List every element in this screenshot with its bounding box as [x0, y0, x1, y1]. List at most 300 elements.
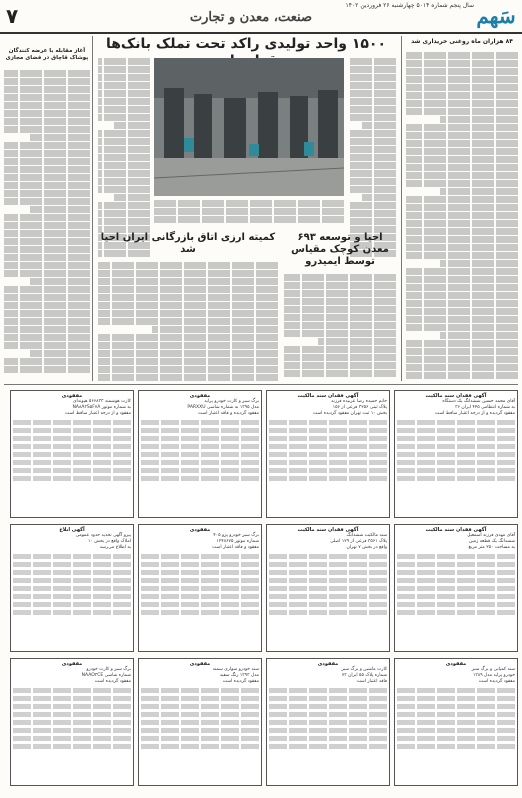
text-line — [141, 436, 259, 441]
text-line — [30, 134, 90, 141]
text-line — [348, 82, 396, 89]
text-line — [98, 58, 150, 65]
text-line — [269, 570, 387, 575]
notice-box — [10, 390, 134, 518]
text-line — [269, 586, 387, 591]
text-line — [269, 452, 387, 457]
main-article-column-2 — [348, 58, 396, 258]
main-article-column-3 — [154, 200, 344, 230]
text-line — [141, 452, 259, 457]
text-line — [397, 468, 515, 473]
text-line — [4, 174, 90, 181]
text-line — [397, 744, 515, 749]
text-line — [4, 310, 90, 317]
text-line — [440, 260, 518, 267]
notice-body: برگ سبز و کارت خودرو شماره شاسی NAAO۳CE مفقود گردیده است — [81, 667, 131, 684]
text-line — [98, 98, 150, 105]
text-line — [348, 186, 396, 193]
notice-title: مفقودی — [61, 661, 83, 667]
text-line — [406, 340, 518, 347]
text-line — [406, 372, 518, 379]
text-line — [269, 736, 387, 741]
text-line — [4, 142, 90, 149]
text-line — [406, 212, 518, 219]
text-line — [397, 452, 515, 457]
text-line — [13, 570, 131, 575]
text-line — [30, 206, 90, 213]
text-line — [284, 306, 396, 313]
notice-box — [394, 524, 518, 652]
notice-box — [138, 524, 262, 652]
text-line — [406, 268, 518, 275]
text-line — [4, 302, 90, 309]
text-line — [141, 468, 259, 473]
text-line — [348, 178, 396, 185]
text-line — [406, 204, 518, 211]
text-line — [284, 346, 396, 353]
text-line — [98, 342, 278, 349]
text-line — [269, 578, 387, 583]
notice-box — [138, 658, 262, 786]
text-line — [406, 124, 518, 131]
text-line — [397, 444, 515, 449]
notice-body: خانم حمیده رضا عربیده فرزند پلاک ثبتی ۳۲۵۶ فرعی از ۱۵۶ بخش ۱۰ ثبت تهران مفقود گردیده است — [312, 399, 387, 416]
text-line — [362, 194, 396, 201]
text-line — [30, 278, 90, 285]
text-line — [406, 148, 518, 155]
text-line — [406, 92, 518, 99]
text-line — [141, 420, 259, 425]
text-line — [397, 688, 515, 693]
text-line — [284, 362, 396, 369]
text-line — [141, 728, 259, 733]
text-line — [141, 460, 259, 465]
text-line — [98, 270, 278, 277]
text-line — [4, 230, 90, 237]
text-line — [4, 358, 90, 365]
text-line — [98, 262, 278, 269]
text-line — [13, 744, 131, 749]
text-line — [4, 150, 90, 157]
notice-body: سند کمپانی و برگ سبز خودرو پراید مدل ۱۳۸۹ مفقود گردیده است — [471, 667, 515, 684]
text-line — [397, 586, 515, 591]
text-line — [13, 428, 131, 433]
text-line — [269, 696, 387, 701]
text-line — [397, 436, 515, 441]
text-line — [141, 444, 259, 449]
text-line — [348, 202, 396, 209]
text-line — [362, 122, 396, 129]
text-line — [269, 444, 387, 449]
notice-title: آگهی ابلاغ — [59, 527, 85, 533]
text-line — [4, 190, 90, 197]
text-line — [348, 154, 396, 161]
text-line — [152, 326, 278, 333]
text-line — [4, 334, 90, 341]
text-line — [98, 350, 278, 357]
newspaper-logo: سَهم — [476, 4, 516, 28]
notice-body: کارت ماشین و برگ سبز شماره پلاک ۵۵ ایران ۷۳ فاقد اعتبار است — [341, 667, 387, 684]
text-line — [406, 76, 518, 83]
text-line — [397, 594, 515, 599]
text-line — [397, 712, 515, 717]
text-line — [4, 102, 90, 109]
notice-box — [138, 390, 262, 518]
text-line — [141, 476, 259, 481]
issue-info: سال پنجم شماره ۵۰۱۴ چهارشنبه ۲۶ فروردین ۱۴۰۲ — [345, 2, 474, 9]
text-line — [98, 146, 150, 153]
text-line — [141, 744, 259, 749]
text-line — [406, 236, 518, 243]
text-line — [98, 178, 150, 185]
notice-title: مفقودی — [189, 393, 211, 399]
text-line — [98, 114, 150, 121]
text-line — [13, 452, 131, 457]
text-line — [348, 170, 396, 177]
text-line — [98, 334, 278, 341]
text-line — [406, 140, 518, 147]
text-line — [269, 420, 387, 425]
chamber-article-text — [98, 262, 278, 382]
text-line — [4, 158, 90, 165]
text-line — [30, 350, 90, 357]
text-line — [13, 602, 131, 607]
text-line — [13, 696, 131, 701]
text-line — [269, 688, 387, 693]
text-line — [98, 130, 150, 137]
text-line — [98, 278, 278, 285]
text-line — [348, 98, 396, 105]
text-line — [269, 720, 387, 725]
text-line — [154, 216, 344, 223]
notice-body: آقای مهدی فرزند اسمعیل ششدانگ یک قطعه زمین به مساحت ۲۵۰ متر مربع — [467, 533, 515, 550]
text-line — [98, 358, 278, 365]
text-line — [284, 290, 396, 297]
text-line — [397, 602, 515, 607]
text-line — [13, 562, 131, 567]
text-line — [4, 254, 90, 261]
text-line — [406, 60, 518, 67]
text-line — [406, 292, 518, 299]
text-line — [13, 728, 131, 733]
text-line — [13, 712, 131, 717]
text-line — [397, 570, 515, 575]
text-line — [269, 744, 387, 749]
text-line — [4, 246, 90, 253]
text-line — [98, 210, 150, 217]
text-line — [406, 68, 518, 75]
text-line — [4, 110, 90, 117]
factory-illustration — [154, 58, 344, 196]
text-line — [269, 594, 387, 599]
text-line — [98, 170, 150, 177]
text-line — [98, 294, 278, 301]
text-line — [406, 284, 518, 291]
text-line — [98, 74, 150, 81]
text-line — [284, 298, 396, 305]
text-line — [406, 308, 518, 315]
text-line — [348, 90, 396, 97]
text-line — [406, 100, 518, 107]
notice-body: آقای محمد حسین ششدانگ یک دستگاه به شماره انتظامی ۴۴۵ ایران ۳۶ مفقود گردیده و از درجه اعتبار ساقط است — [434, 399, 515, 416]
text-line — [141, 594, 259, 599]
text-line — [4, 70, 90, 77]
notice-box — [266, 658, 390, 786]
text-line — [98, 318, 278, 325]
text-line — [4, 222, 90, 229]
text-line — [348, 66, 396, 73]
text-line — [141, 688, 259, 693]
text-line — [348, 162, 396, 169]
text-line — [98, 310, 278, 317]
text-line — [4, 366, 90, 373]
main-article-column-1 — [98, 58, 150, 258]
text-line — [141, 562, 259, 567]
text-line — [13, 610, 131, 615]
column-divider — [401, 36, 402, 381]
text-line — [269, 704, 387, 709]
text-line — [397, 554, 515, 559]
text-line — [13, 476, 131, 481]
right-column-text — [406, 52, 518, 382]
text-line — [4, 94, 90, 101]
left-column-text — [4, 70, 90, 375]
text-line — [284, 354, 396, 361]
text-line — [440, 332, 518, 339]
text-line — [406, 172, 518, 179]
text-line — [13, 436, 131, 441]
text-line — [141, 586, 259, 591]
text-line — [348, 210, 396, 217]
text-line — [13, 554, 131, 559]
text-line — [98, 366, 278, 373]
text-line — [13, 460, 131, 465]
text-line — [4, 262, 90, 269]
section-title: صنعت، معدن و تجارت — [189, 10, 312, 25]
text-line — [4, 238, 90, 245]
text-line — [269, 712, 387, 717]
notice-body: کارت هوشمند ۵۶۶۸۳۳ هیوندای به شماره موتور NA۸A۳S۵F۷A مفقود و از درجه اعتبار ساقط است — [64, 399, 131, 416]
text-line — [348, 130, 396, 137]
text-line — [4, 342, 90, 349]
text-line — [406, 244, 518, 251]
text-line — [98, 106, 150, 113]
text-line — [98, 138, 150, 145]
text-line — [269, 554, 387, 559]
text-line — [4, 126, 90, 133]
text-line — [397, 562, 515, 567]
text-line — [348, 146, 396, 153]
text-line — [13, 578, 131, 583]
text-line — [141, 696, 259, 701]
text-line — [348, 74, 396, 81]
notice-title: مفقودی — [189, 661, 211, 667]
text-line — [4, 286, 90, 293]
notice-box — [10, 658, 134, 786]
text-line — [141, 610, 259, 615]
text-line — [13, 444, 131, 449]
main-headline: ۱۵۰۰ واحد تولیدی راکد تحت تملک بانک‌ها — [105, 36, 387, 52]
text-line — [13, 420, 131, 425]
text-line — [13, 586, 131, 591]
text-line — [440, 116, 518, 123]
text-line — [4, 270, 90, 277]
text-line — [4, 166, 90, 173]
text-line — [397, 736, 515, 741]
text-line — [284, 370, 396, 377]
text-line — [98, 374, 278, 381]
text-line — [4, 318, 90, 325]
text-line — [406, 52, 518, 59]
text-line — [397, 420, 515, 425]
notice-title: آگهی فقدان سند مالکیت — [425, 527, 487, 533]
notice-box — [266, 524, 390, 652]
notice-body: پیرو آگهی تحدید حدود عمومی املاک واقع در بخش ۱۰ به اطلاع می‌رسد — [75, 533, 131, 550]
masthead — [0, 0, 522, 34]
text-line — [406, 132, 518, 139]
text-line — [4, 118, 90, 125]
text-line — [13, 594, 131, 599]
text-line — [98, 218, 150, 225]
notice-box — [266, 390, 390, 518]
text-line — [4, 214, 90, 221]
text-line — [284, 314, 396, 321]
text-line — [406, 108, 518, 115]
text-line — [406, 300, 518, 307]
notice-body: برگ سبز خودرو پژو ۴۰۵ شماره موتور ۱۲۴۸۶۷۵ مفقود و فاقد اعتبار است — [212, 533, 259, 550]
text-line — [406, 180, 518, 187]
text-line — [397, 704, 515, 709]
page-number: ۷ — [6, 4, 19, 28]
left-column-headline: آغاز مقابله با عرضه کنندگان پوشاک قاچاق در فضای مجازی — [5, 48, 89, 61]
notice-title: مفقودی — [317, 661, 339, 667]
text-line — [406, 356, 518, 363]
text-line — [269, 728, 387, 733]
text-line — [154, 200, 344, 207]
text-line — [98, 186, 150, 193]
text-line — [318, 338, 396, 345]
text-line — [13, 736, 131, 741]
text-line — [269, 476, 387, 481]
text-line — [348, 218, 396, 225]
text-line — [269, 436, 387, 441]
text-line — [141, 704, 259, 709]
notice-title: مفقودی — [445, 661, 467, 667]
right-column-headline: ۸۴ هزاران ماه روغنی خریداری شد — [411, 38, 513, 45]
text-line — [406, 348, 518, 355]
text-line — [98, 90, 150, 97]
text-line — [269, 602, 387, 607]
text-line — [4, 78, 90, 85]
text-line — [141, 428, 259, 433]
notice-title: آگهی فقدان سند مالکیت — [297, 527, 359, 533]
text-line — [397, 460, 515, 465]
text-line — [269, 610, 387, 615]
text-line — [397, 578, 515, 583]
notice-title: آگهی فقدان سند مالکیت — [425, 393, 487, 399]
text-line — [348, 58, 396, 65]
text-line — [141, 602, 259, 607]
text-line — [269, 428, 387, 433]
notice-title: مفقودی — [189, 527, 211, 533]
text-line — [4, 294, 90, 301]
text-line — [4, 86, 90, 93]
text-line — [141, 736, 259, 741]
text-line — [397, 610, 515, 615]
text-line — [154, 208, 344, 215]
notice-box — [10, 524, 134, 652]
text-line — [406, 84, 518, 91]
text-line — [348, 106, 396, 113]
text-line — [406, 316, 518, 323]
text-line — [406, 324, 518, 331]
text-line — [141, 578, 259, 583]
text-line — [4, 326, 90, 333]
text-line — [269, 562, 387, 567]
text-line — [397, 720, 515, 725]
text-line — [348, 114, 396, 121]
notice-body: سند خودرو سواری سمند مدل ۱۳۹۳ رنگ سفید مفقود گردیده است — [212, 667, 259, 684]
text-line — [406, 364, 518, 371]
notice-box — [394, 658, 518, 786]
notice-body: سند مالکیت ششدانگ پلاک ۳۵۶۱ فرعی از ۱۲۹ اصلی واقع در بخش ۷ تهران — [330, 533, 387, 550]
text-line — [284, 274, 396, 281]
text-line — [406, 276, 518, 283]
text-line — [4, 198, 90, 205]
text-line — [98, 162, 150, 169]
text-line — [141, 554, 259, 559]
section-divider — [4, 384, 518, 385]
text-line — [98, 82, 150, 89]
factory-photo — [154, 58, 344, 196]
text-line — [284, 322, 396, 329]
notice-title: مفقودی — [61, 393, 83, 399]
text-line — [13, 720, 131, 725]
text-line — [348, 138, 396, 145]
notice-title: آگهی فقدان سند مالکیت — [297, 393, 359, 399]
column-divider — [92, 36, 93, 381]
text-line — [397, 428, 515, 433]
text-line — [269, 468, 387, 473]
text-line — [13, 688, 131, 693]
text-line — [397, 728, 515, 733]
text-line — [406, 228, 518, 235]
chamber-headline: کمیته ارزی اتاق بازرگانی ایران احیا شد — [100, 232, 276, 255]
text-line — [284, 330, 396, 337]
text-line — [98, 202, 150, 209]
text-line — [114, 194, 150, 201]
notice-box — [394, 390, 518, 518]
text-line — [98, 66, 150, 73]
text-line — [98, 302, 278, 309]
text-line — [269, 460, 387, 465]
text-line — [13, 704, 131, 709]
text-line — [406, 252, 518, 259]
text-line — [98, 154, 150, 161]
text-line — [141, 712, 259, 717]
text-line — [114, 122, 150, 129]
text-line — [406, 220, 518, 227]
text-line — [406, 164, 518, 171]
text-line — [13, 468, 131, 473]
text-line — [440, 188, 518, 195]
text-line — [141, 570, 259, 575]
text-line — [406, 156, 518, 163]
text-line — [406, 196, 518, 203]
text-line — [141, 720, 259, 725]
text-line — [397, 696, 515, 701]
notice-body: برگ سبز و کارت خودرو پراید مدل ۱۳۹۵ به شماره شاسی PARXXU مفقود گردیده و فاقد اعتبار است — [187, 399, 259, 416]
